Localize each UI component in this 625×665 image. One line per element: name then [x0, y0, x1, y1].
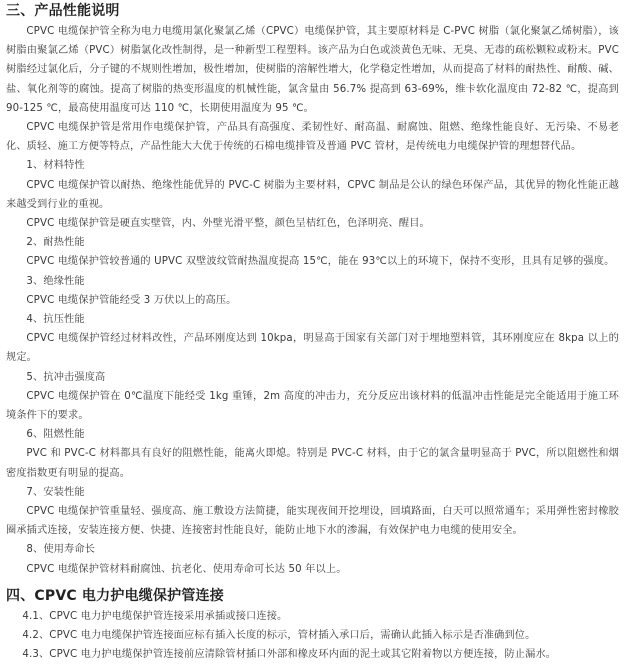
item-5-heading: 5、抗冲击强度高	[26, 371, 106, 383]
section-4-item-2: 4.2、CPVC 电力电缆保护管连接面应标有插入长度的标示，管材插入承口后，需确认此插入标示是否准确到位。	[22, 630, 536, 642]
section-3-title: 三、产品性能说明	[6, 3, 120, 19]
item-2-para-1: CPVC 电缆保护管较普通的 UPVC 双壁波纹管耐热温度提高 15℃，能在 93℃以上的环境下，保持不变形，且具有足够的强度。	[26, 256, 615, 268]
item-7-para-1: CPVC 电缆保护管重量轻、强度高、施工敷设方法简捷，能实现夜间开挖埋设，回填路面，白天可以照常通车；采用弹性密封橡胶圈承插式连接，安装连接方便、快捷、连接密封性能良好，能防止地下水的渗漏，有效保护电力电缆的使用安全。	[6, 506, 619, 537]
section-4-item-1: 4.1、CPVC 电力护电缆保护管连接采用承插或接口连接。	[22, 610, 288, 622]
item-2-heading: 2、耐热性能	[26, 237, 85, 249]
item-4-heading: 4、抗压性能	[26, 314, 85, 326]
item-4-para-1: CPVC 电缆保护管经过材料改性，产品环刚度达到 10kpa，明显高于国家有关部门对于埋地塑料管，其环刚度应在 8kpa 以上的规定。	[6, 333, 619, 364]
item-3-para-1: CPVC 电缆保护管能经受 3 万伏以上的高压。	[26, 294, 237, 306]
section-4-item-3: 4.3、CPVC 电力护电缆保护管连接前应清除管材插口外部和橡皮环内面的泥土或其它附着物以方便连接，防止漏水。	[22, 649, 557, 661]
item-1-para-1: CPVC 电缆保护管以耐热、绝缘性能优异的 PVC-C 树脂为主要材料，CPVC 制品是公认的绿色环保产品，其优异的物化性能正越来越受到行业的重视。	[6, 179, 619, 210]
item-1-heading: 1、材料特性	[26, 160, 85, 172]
section-4-title: 四、CPVC 电力护电缆保护管连接	[6, 587, 224, 604]
section-3-intro-2: CPVC 电缆保护管是常用作电缆保护管，产品具有高强度、柔韧性好、耐高温、耐腐蚀、阻燃、绝缘性能良好、无污染、不易老化、质轻、施工方便等特点，产品性能大大优于传统的石棉电缆排管及普通 PVC 管材，是传统电力电缆保护管的理想替代品。	[6, 122, 619, 153]
item-3-heading: 3、绝缘性能	[26, 275, 85, 287]
item-6-heading: 6、阻燃性能	[26, 429, 85, 441]
item-6-para-1: PVC 和 PVC-C 材料都具有良好的阻燃性能，能离火即熄。特别是 PVC-C 材料，由于它的氯含量明显高于 PVC，所以阻燃性和烟密度指数更有明显的提高。	[6, 448, 619, 479]
item-8-para-1: CPVC 电缆保护管材料耐腐蚀、抗老化、使用寿命可长达 50 年以上。	[26, 563, 347, 575]
section-3-intro-1: CPVC 电缆保护管全称为电力电缆用氯化聚氯乙烯（CPVC）电缆保护管，其主要原材料是 C-PVC 树脂（氯化聚氯乙烯树脂），该树脂由聚氯乙烯（PVC）树脂氯化改性制得，是一种新型工程塑料。该产品为白色或淡黄色无味、无臭、无毒的疏松颗粒或粉末。PVC 树脂经过氯化后，分子键的不规则性增加，极性增加，使树脂的溶解性增大，化学稳定性增加，从而提高了材料的耐热性、耐酸、碱、盐、氧化剂等的腐蚀。提高了树脂的热变形温度的机械性能，氯含量由 56.7% 提高到 63-69%，维卡软化温度由 72-82 ℃，提高到 90-125 ℃，最高使用温度可达 110 ℃，长期使用温度为 95 ℃。	[6, 26, 619, 114]
item-7-heading: 7、安装性能	[26, 486, 85, 498]
item-8-heading: 8、使用寿命长	[26, 544, 96, 556]
item-1-para-2: CPVC 电缆保护管是硬直实壁管，内、外壁光滑平整，颜色呈桔红色，色泽明亮、醒目。	[26, 218, 430, 230]
item-5-para-1: CPVC 电缆保护管在 0℃温度下能经受 1kg 重锤，2m 高度的冲击力，充分反应出该材料的低温冲击性能是完全能适用于施工环境条件下的要求。	[6, 390, 619, 422]
